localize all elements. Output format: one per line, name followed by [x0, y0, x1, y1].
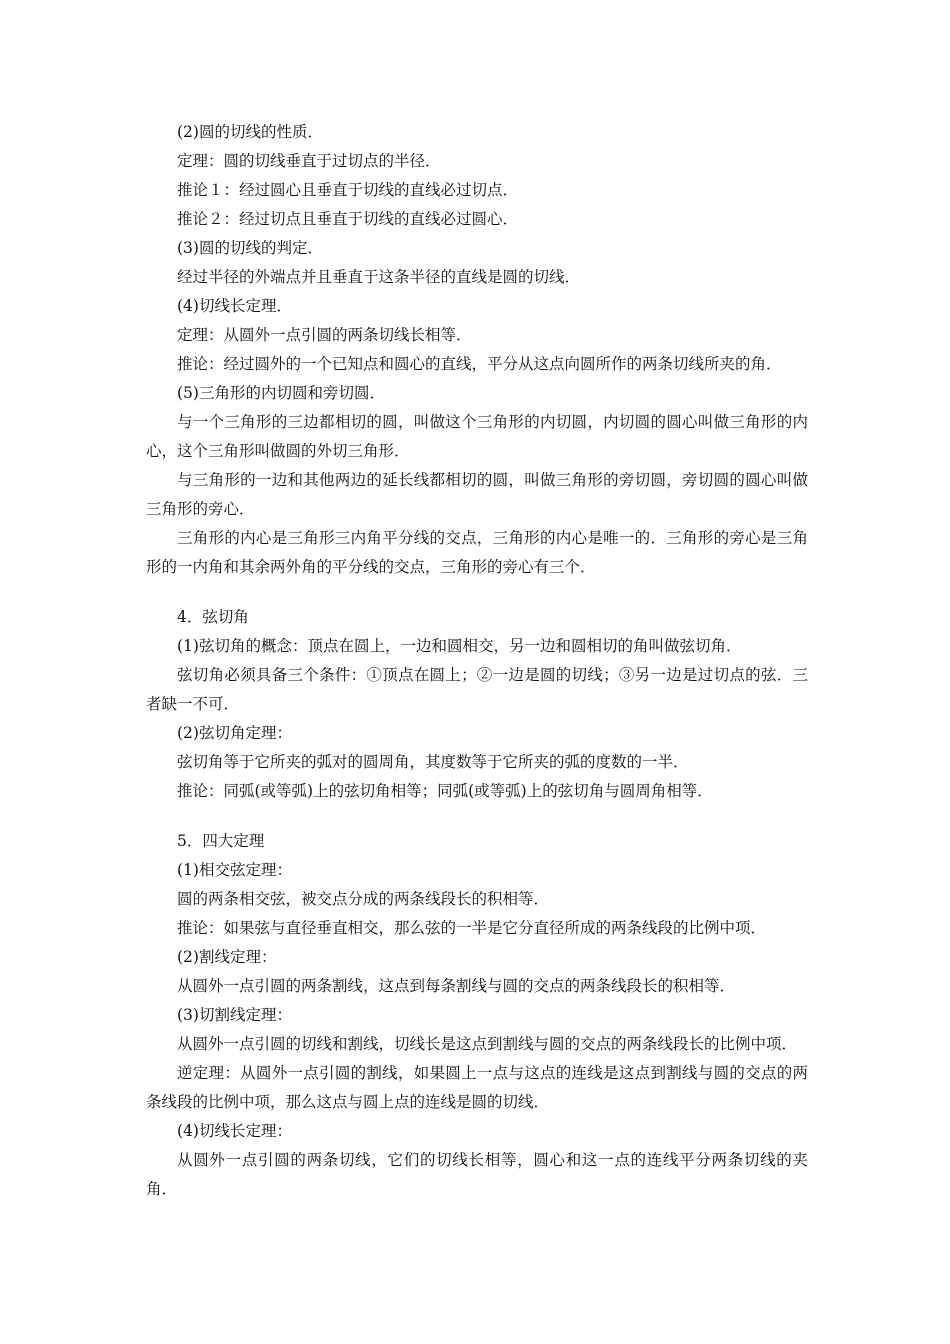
section-5-heading: 5．四大定理	[177, 832, 265, 850]
tangent-property-heading: (2)圆的切线的性质．	[177, 123, 323, 141]
incenter-excenter-text: 三角形的内心是三角形三内角平分线的交点，三角形的内心是唯一的．三角形的旁心是三角形的一内角和其余两外角的平分线的交点，三角形的旁心有三个．	[146, 529, 808, 576]
chord-tangent-corollary: 推论：同弧(或等弧)上的弦切角相等；同弧(或等弧)上的弦切角与圆周角相等．	[177, 782, 713, 800]
tangent-criterion-text: 经过半径的外端点并且垂直于这条半径的直线是圆的切线．	[177, 268, 581, 286]
tangent-property-corollary-1: 推论１：经过圆心且垂直于切线的直线必过切点．	[177, 181, 519, 199]
tangent-length-theorem: 定理：从圆外一点引圆的两条切线长相等．	[177, 326, 472, 344]
tangent-criterion-heading: (3)圆的切线的判定．	[177, 239, 323, 257]
chord-tangent-angle-conditions: 弦切角必须具备三个条件：①顶点在圆上；②一边是圆的切线；③另一边是过切点的弦．三者缺一不可．	[146, 666, 808, 713]
document-body	[146, 118, 808, 1204]
section-4-heading: 4．弦切角	[177, 608, 249, 626]
tangent-property-theorem: 定理：圆的切线垂直于过切点的半径．	[177, 152, 441, 170]
incircle-excircle-heading: (5)三角形的内切圆和旁切圆．	[177, 384, 385, 402]
excircle-definition: 与三角形的一边和其他两边的延长线都相切的圆，叫做三角形的旁切圆，旁切圆的圆心叫做三角形的旁心．	[146, 471, 808, 518]
section-gap	[146, 806, 808, 827]
intersecting-chords-heading: (1)相交弦定理：	[177, 861, 292, 879]
chord-tangent-theorem-text: 弦切角等于它所夹的弧对的圆周角，其度数等于它所夹的弧的度数的一半．	[177, 753, 689, 771]
chord-tangent-angle-definition: (1)弦切角的概念：顶点在圆上，一边和圆相交，另一边和圆相切的角叫做弦切角．	[177, 637, 742, 655]
secant-theorem-text: 从圆外一点引圆的两条割线，这点到每条割线与圆的交点的两条线段长的积相等．	[177, 977, 736, 995]
tangent-property-corollary-2: 推论２：经过切点且垂直于切线的直线必过圆心．	[177, 210, 519, 228]
tangent-length-theorem-heading: (4)切线长定理：	[177, 1122, 292, 1140]
intersecting-chords-corollary: 推论：如果弦与直径垂直相交，那么弦的一半是它分直径所成的两条线段的比例中项．	[177, 919, 767, 937]
secant-theorem-heading: (2)割线定理：	[177, 948, 277, 966]
tangent-length-heading: (4)切线长定理．	[177, 297, 292, 315]
chord-tangent-theorem-heading: (2)弦切角定理：	[177, 724, 292, 742]
tangent-length-corollary: 推论：经过圆外的一个已知点和圆心的直线，平分从这点向圆所作的两条切线所夹的角．	[177, 355, 782, 373]
tangent-length-theorem-text: 从圆外一点引圆的两条切线，它们的切线长相等，圆心和这一点的连线平分两条切线的夹角．	[146, 1151, 808, 1198]
tangent-secant-text: 从圆外一点引圆的切线和割线，切线长是这点到割线与圆的交点的两条线段长的比例中项．	[177, 1035, 798, 1053]
tangent-secant-heading: (3)切割线定理：	[177, 1006, 292, 1024]
section-gap	[146, 582, 808, 603]
incircle-definition: 与一个三角形的三边都相切的圆，叫做这个三角形的内切圆，内切圆的圆心叫做三角形的内心，这个三角形叫做圆的外切三角形．	[146, 413, 808, 460]
tangent-secant-converse: 逆定理：从圆外一点引圆的割线，如果圆上一点与这点的连线是这点到割线与圆的交点的两条线段的比例中项，那么这点与圆上点的连线是圆的切线．	[146, 1064, 808, 1111]
intersecting-chords-text: 圆的两条相交弦，被交点分成的两条线段长的积相等．	[177, 890, 550, 908]
